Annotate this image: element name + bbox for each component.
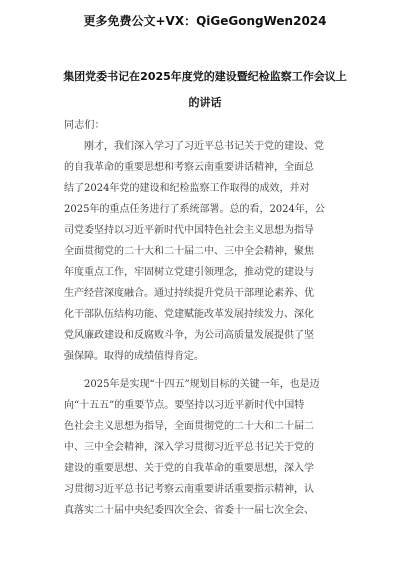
title-line-2: 的讲话	[188, 96, 222, 109]
paragraph-line: 色社会主义思想为指导，全面贯彻党的二十大和二十届二	[64, 421, 314, 432]
paragraph-line: 建设的重要思想、关于党的自我革命的重要思想，深入学	[64, 463, 314, 474]
paragraph-line: 中、三中全会精神，深入学习贯彻习近平总书记关于党的	[64, 442, 314, 453]
paragraph-line: 结了2024年党的建设和纪检监察工作取得的成效，并对	[64, 183, 310, 194]
paragraph-line: 的自我革命的重要思想和考察云南重要讲话精神，全面总	[64, 162, 314, 173]
paragraph-line: 向“十五五”的重要节点。要坚持以习近平新时代中国特	[64, 400, 305, 411]
document-title	[40, 64, 370, 116]
paragraph-2	[64, 374, 349, 521]
paragraph-line: 刚才，我们深入学习了习近平总书记关于党的建设、党	[64, 141, 324, 152]
paragraph-1	[64, 136, 349, 367]
paragraph-line: 年度重点工作，牢固树立党建引领理念，推动党的建设与	[64, 267, 314, 278]
paragraph-line: 司党委坚持以习近平新时代中国特色社会主义思想为指导	[64, 225, 314, 236]
paragraph-line: 生产经营深度融合。通过持续提升党员干部理论素养、优	[64, 288, 314, 299]
paragraph-line: 强保障。取得的成绩值得肯定。	[64, 351, 204, 362]
paragraph-line: 化干部队伍结构功能、党建赋能改革发展持续发力、深化	[64, 309, 314, 320]
greeting: 同志们：	[64, 120, 105, 131]
paragraph-line: 全面贯彻党的二十大和二十届二中、三中全会精神，聚焦	[64, 246, 314, 257]
paragraph-line: 真落实二十届中央纪委四次全会、省委十一届七次全会、	[64, 505, 314, 516]
paragraph-line: 2025年是实现“十四五”规划目标的关键一年，也是迈	[64, 379, 320, 390]
paragraph-line: 习贯彻习近平总书记考察云南重要讲话重要指示精神，认	[64, 484, 314, 495]
watermark-header: 更多免费公文+VX：QiGeGongWen2024	[83, 14, 327, 28]
paragraph-line: 党风廉政建设和反腐败斗争，为公司高质量发展提供了坚	[64, 330, 314, 341]
title-line-1: 集团党委书记在2025年度党的建设暨纪检监察工作会议上	[63, 70, 347, 83]
paragraph-line: 2025年的重点任务进行了系统部署。总的看，2024年，公	[64, 204, 325, 215]
